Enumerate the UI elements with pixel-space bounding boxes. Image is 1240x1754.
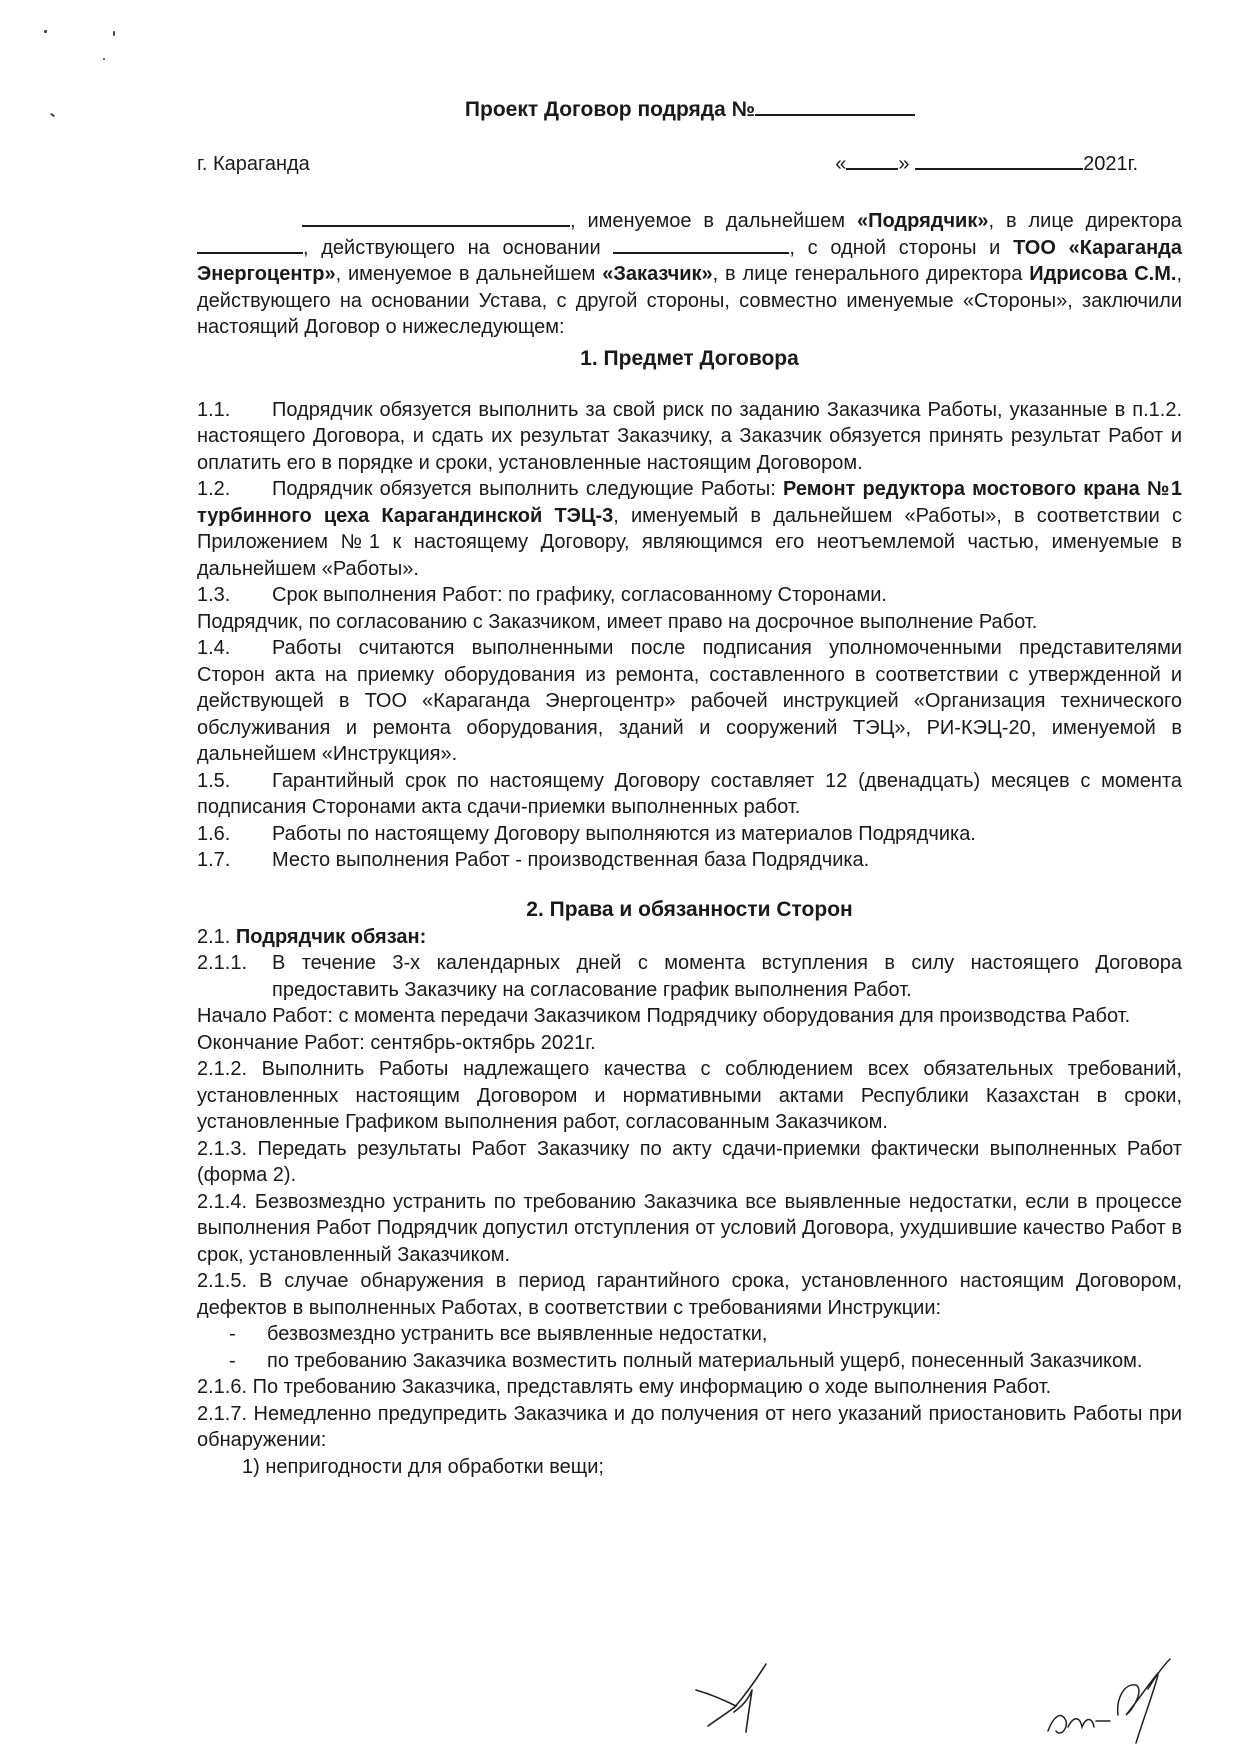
work-end: Окончание Работ: сентябрь-октябрь 2021г. [197, 1031, 596, 1054]
contract-number-blank [755, 114, 915, 116]
clause-2-1-6: 2.1.6. По требованию Заказчика, представлять ему информацию о ходе выполнения Работ. [197, 1376, 1052, 1398]
clause-1-5: 1.5. Гарантийный срок по настоящему Договору составляет 12 (двенадцать) месяцев с момента подписания Сторонами акта сдачи-приемки выполненных работ. [197, 769, 1182, 818]
clause-2-1-7-item-1: 1) непригодности для обработки вещи; [242, 1455, 604, 1478]
clause-2-1-4: 2.1.4. Безвозмездно устранить по требованию Заказчика все выявленные недостатки, если в процессе выполнения Работ Подрядчик допустил отступления от условий Договора, ухудшившие качество Работ в срок, установленный Заказчиком. [197, 1190, 1182, 1266]
document-title: Проект Договор подряда № [0, 98, 1240, 122]
section-2-heading: 2. Права и обязанности Сторон [526, 897, 853, 921]
signature-initials-right [1040, 1655, 1190, 1750]
clause-2-1-1: 2.1.1. В течение 3-х календарных дней с момента вступления в силу настоящего Договора предоставить Заказчику на согласование график выполнения Работ. [197, 952, 1182, 1001]
clause-2-1: 2.1. Подрядчик обязан: [197, 925, 427, 948]
clause-1-1: 1.1. Подрядчик обязуется выполнить за свой риск по заданию Заказчика Работы, указанные в п.1.2. настоящего Договора, и сдать их результат Заказчику, а Заказчик обязуется принять результат Работ и оплатить его в порядке и сроки, установленные настоящим Договором. [197, 398, 1182, 474]
clause-1-3: 1.3. Срок выполнения Работ: по графику, согласованному Сторонами. [197, 584, 887, 606]
clause-2-1-3: 2.1.3. Передать результаты Работ Заказчику по акту сдачи-приемки фактически выполненных Работ (форма 2). [197, 1137, 1182, 1186]
clause-2-1-5-item-1: - безвозмездно устранить все выявленные недостатки, [229, 1323, 768, 1345]
scan-speck [44, 30, 47, 33]
clause-1-3-note: Подрядчик, по согласованию с Заказчиком, имеет право на досрочное выполнение Работ. [197, 610, 1038, 633]
clause-1-6: 1.6. Работы по настоящему Договору выполняются из материалов Подрядчика. [197, 822, 976, 845]
clause-1-7: 1.7. Место выполнения Работ - производственная база Подрядчика. [197, 849, 870, 871]
city: г. Караганда [197, 153, 310, 175]
preamble: , именуемое в дальнейшем «Подрядчик», в лице директора , действующего на основании , с одной стороны и ТОО «Караганда Энергоцентр», именуемое в дальнейшем «Заказчик», в лице генерального директора Идрисова С.М., действующего на основании Устава, с другой стороны, совместно именуемые «Стороны», заключили настоящий Договор о нижеследующем: [197, 210, 1182, 338]
clause-1-4: 1.4. Работы считаются выполненными после подписания уполномоченными представителями Сторон акта на приемку оборудования из ремонта, составленного в соответствии с утвержденной и действующей в ТОО «Караганда Энергоцентр» рабочей инструкцией «Организация технического обслуживания и ремонта оборудования, зданий и сооружений ТЭЦ», РИ-КЭЦ-20, именуемой в дальнейшем «Инструкция». [197, 637, 1182, 765]
section-1-heading: 1. Предмет Договора [580, 346, 799, 370]
clause-2-1-5: 2.1.5. В случае обнаружения в период гарантийного срока, установленного настоящим Договором, дефектов в выполненных Работах, в соответствии с требованиями Инструкции: [197, 1270, 1182, 1319]
scan-speck [113, 31, 115, 36]
clause-2-1-2: 2.1.2. Выполнить Работы надлежащего качества с соблюдением всех обязательных требований, установленных настоящим Договором и нормативными актами Республики Казахстан в сроки, установленные Графиком выполнения работ, согласованным Заказчиком. [197, 1058, 1182, 1133]
scan-speck [103, 58, 105, 60]
work-start: Начало Работ: с момента передачи Заказчиком Подрядчику оборудования для производства Работ. [197, 1005, 1131, 1027]
clause-2-1-7: 2.1.7. Немедленно предупредить Заказчика и до получения от него указаний приостановить Работы при обнаружении: [197, 1402, 1182, 1451]
date-month-blank [915, 168, 1083, 170]
clause-1-2: 1.2. Подрядчик обязуется выполнить следующие Работы: Ремонт редуктора мостового крана №1 турбинного цеха Карагандинской ТЭЦ-3, именуемый в дальнейшем «Работы», в соответствии с Приложением №1 к настоящему Договору, являющимся его неотъемлемой частью, именуемые в дальнейшем «Работы». [197, 478, 1182, 580]
contract-date: « » 2021г. [835, 153, 1138, 175]
contractor-name-blank [302, 225, 570, 227]
document-body [197, 208, 1182, 1480]
clause-2-1-5-item-2: - по требованию Заказчика возместить полный материальный ущерб, понесенный Заказчиком. [229, 1349, 1143, 1372]
signature-initials-left [690, 1660, 790, 1740]
